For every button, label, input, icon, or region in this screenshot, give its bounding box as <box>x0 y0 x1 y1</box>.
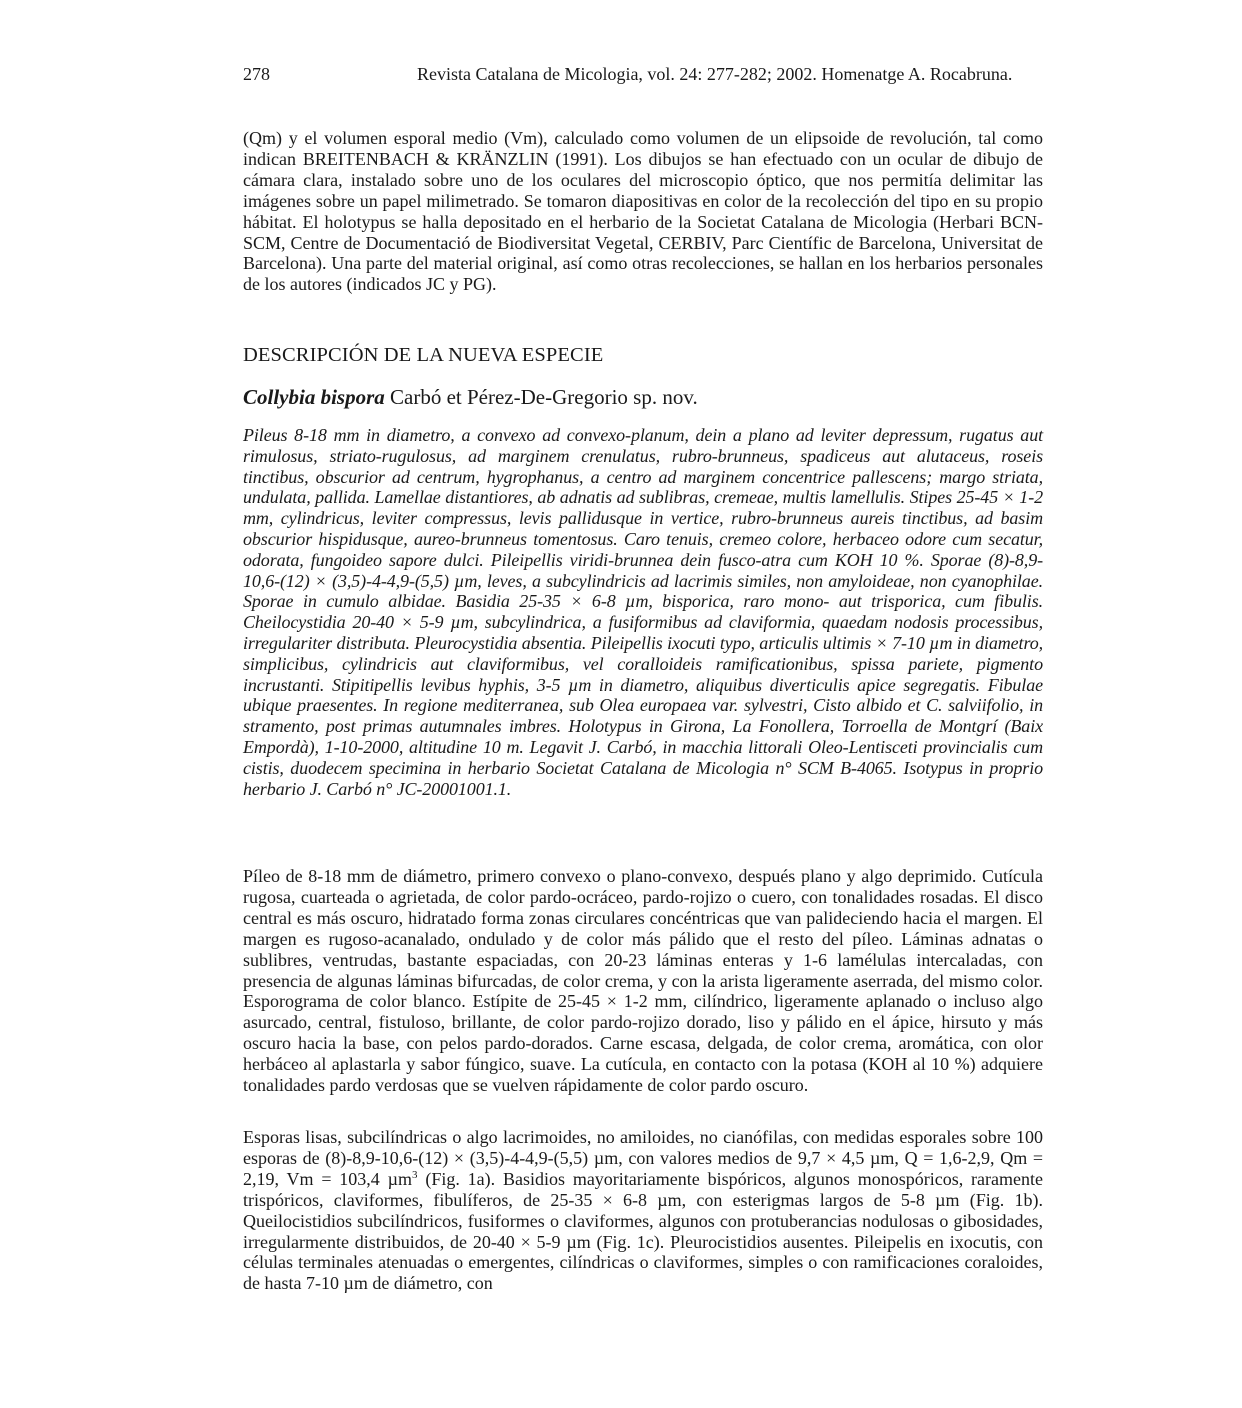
section-heading: DESCRIPCIÓN DE LA NUEVA ESPECIE <box>243 344 604 366</box>
species-binomial: Collybia bispora <box>243 385 385 409</box>
journal-citation: Revista Catalana de Micologia, vol. 24: 277-282; 2002. Homenatge A. Rocabruna. <box>417 64 1013 84</box>
species-status: sp. nov. <box>633 385 698 409</box>
microscopic-description <box>243 1127 1043 1294</box>
latin-diagnosis: Pileus 8-18 mm in diametro, a convexo ad convexo-planum, dein a plano ad leviter depressum, rugatus aut rimulosus, striato-rugulosus, ad marginem crenulatus, rubro-brunneus, spadiceus aut alutaceus, roseis tinctibus, obscurior ad centrum, hygrophanus, a centro ad marginem concentrice pallescens; margo striata, undulata, pallida. Lamellae distantiores, ab adnatis ad sublibras, cremeae, multis lamellulis. Stipes 25-45 × 1-2 mm, cylindricus, leviter compressus, levis pallidusque in vertice, rubro-brunneus aureis tinctibus, ad basim obscurior hispidusque, aureo-brunneus tomentosus. Caro tenuis, cremeo colore, herbaceo odore cum secatur, odorata, fungoideo sapore dulci. Pileipellis viridi-brunnea dein fusco-atra cum KOH 10 %. Sporae (8)-8,9-10,6-(12) × (3,5)-4-4,9-(5,5) µm, leves, a subcylindricis ad lacrimis similes, non amyloideae, non cyanophilae. Sporae in cumulo albidae. Basidia 25-35 × 6-8 µm, bisporica, raro mono- aut trisporica, cum fibulis. Cheilocystidia 20-40 × 5-9 µm, subcylindrica, a fusiformibus ad claviformia, quaedam nodosis processibus, irregulariter distributa. Pleurocystidia absentia. Pileipellis ixocuti typo, articulis ultimis × 7-10 µm in diametro, simplicibus, cylindricis aut claviformibus, vel coralloideis ramificationibus, spissa pariete, pigmento incrustanti. Stipitipellis levibus hyphis, 3-5 µm in diametro, aliquibus diverticulis apice segregatis. Fibulae ubique praesentes. In regione mediterranea, sub Olea europaea var. sylvestri, Cisto albido et C. salviifolio, in stramento, post primas autumnales imbres. Holotypus in Girona, La Fonollera, Torroella de Montgrí (Baix Empordà), 1-10-2000, altitudine 10 m. Legavit J. Carbó, in macchia littorali Oleo-Lentisceti provincialis cum cistis, duodecem specimina in herbario Societat Catalana de Micologia n° SCM B-4065. Isotypus in proprio herbario J. Carbó n° JC-20001001.1. <box>243 425 1043 799</box>
species-authors: Carbó et Pérez-De-Gregorio <box>390 385 628 409</box>
macroscopic-description: Píleo de 8-18 mm de diámetro, primero convexo o plano-convexo, después plano y algo deprimido. Cutícula rugosa, cuarteada o agrietada, de color pardo-ocráceo, pardo-rojizo o cuero, con tonalidades rosadas. El disco central es más oscuro, hidratado forma zonas circulares concéntricas que van palideciendo hacia el margen. El margen es rugoso-acanalado, ondulado y de color más pálido que el resto del píleo. Láminas adnatas o sublibres, ventrudas, bastante espaciadas, con 20-23 láminas enteras y 1-6 lamélulas intercaladas, con presencia de algunas láminas bifurcadas, de color crema, y con la arista ligeramente aserrada, del mismo color. Esporograma de color blanco. Estípite de 25-45 × 1-2 mm, cilíndrico, ligeramente aplanado o incluso algo asurcado, central, fistuloso, brillante, de color pardo-rojizo dorado, liso y pálido en el ápice, hirsuto y más oscuro hacia la base, con pelos pardo-dorados. Carne escasa, delgada, de color crema, aromática, con olor herbáceo al aplastarla y sabor fúngico, suave. La cutícula, en contacto con la potasa (KOH al 10 %) adquiere tonalidades pardo verdosas que se vuelven rápidamente de color pardo oscuro. <box>243 866 1043 1096</box>
page-number: 278 <box>243 64 270 84</box>
microscopic-description-part-1: Esporas lisas, subcilíndricas o algo lacrimoides, no amiloides, no cianófilas, con medidas esporales sobre 100 esporas de (8)-8,9-10,6-(12) × (3,5)-4-4,9-(5,5) µm, con valores medios de 9,7 × 4,5 µm, Q = 1,6-2,9, Qm = 2,19, Vm = 103,4 µm <box>243 1127 1043 1189</box>
running-header <box>243 64 1043 88</box>
methods-paragraph: (Qm) y el volumen esporal medio (Vm), calculado como volumen de un elipsoide de revolución, tal como indican BREITENBACH & KRÄNZLIN (1991). Los dibujos se han efectuado con un ocular de dibujo de cámara clara, instalado sobre uno de los oculares del microscopio óptico, que nos permitía delimitar las imágenes sobre un papel milimetrado. Se tomaron diapositivas en color de la recolección del tipo en su propio hábitat. El holotypus se halla depositado en el herbario de la Societat Catalana de Micologia (Herbari BCN-SCM, Centre de Documentació de Biodiversitat Vegetal, CERBIV, Parc Científic de Barcelona, Universitat de Barcelona). Una parte del material original, así como otras recolecciones, se hallan en los herbarios personales de los autores (indicados JC y PG). <box>243 128 1043 295</box>
microscopic-description-part-2: (Fig. 1a). Basidios mayoritariamente bispóricos, algunos monospóricos, raramente trispóricos, claviformes, fibulíferos, de 25-35 × 6-8 µm, con esterigmas largos de 5-8 µm (Fig. 1b). Queilocistidios subcilíndricos, fusiformes o claviformes, algunos con protuberancias nodulosas o gibosidades, irregularmente distribuidos, de 20-40 × 5-9 µm (Fig. 1c). Pleurocistidios ausentes. Pileipelis en ixocutis, con células terminales atenuadas o emergentes, cilíndricas o claviformes, simples o con ramificaciones coraloides, de hasta 7-10 µm de diámetro, con <box>243 1168 1043 1294</box>
cubic-superscript: 3 <box>412 1168 418 1181</box>
species-title <box>243 385 698 410</box>
